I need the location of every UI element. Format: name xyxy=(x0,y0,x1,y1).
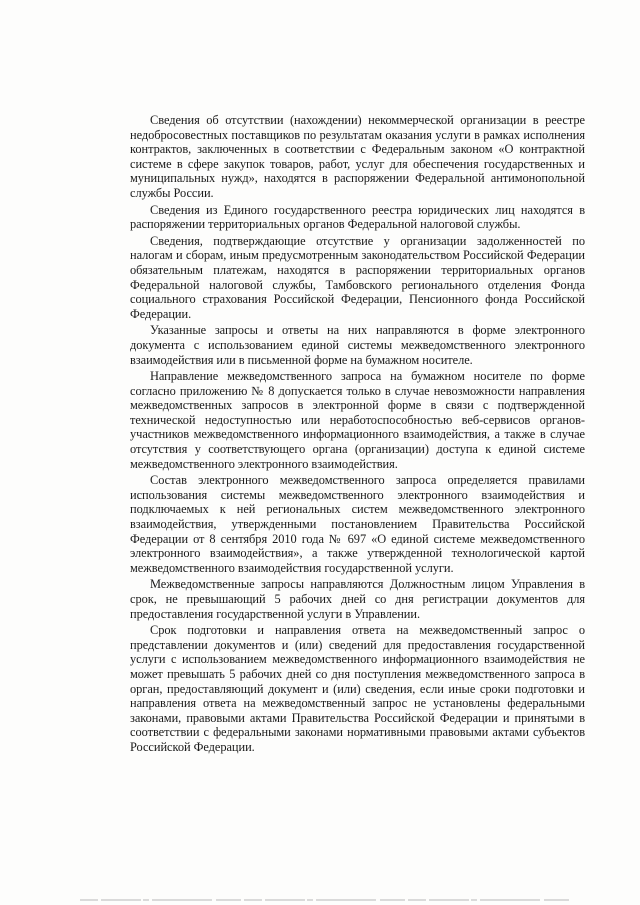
paragraph-electronic-request-content: Состав электронного межведомственного запроса определяется правилами использования системы межведомственного электронного взаимодействия и подключаемых к ней региональных систем межведомственного электронного взаимодействия, утвержденными постановлением Правительства Российской Федерации от 8 сентября 2010 года № 697 «О единой системе межведомственного электронного взаимодействия», а также утвержденной технологической картой межведомственного взаимодействия государственной услуги. xyxy=(130,473,585,575)
paragraph-ngo-registry: Сведения об отсутствии (нахождении) некоммерческой организации в реестре недобросовестных поставщиков по результатам оказания услуги в рамках исполнения контрактов, заключенных в соответствии с Федеральным законом «О контрактной системе в сфере закупок товаров, работ, услуг для обеспечения государственных и муниципальных нужд», находятся в распоряжении Федеральной антимонопольной службы России. xyxy=(130,113,585,200)
paragraph-response-deadline: Срок подготовки и направления ответа на межведомственный запрос о представлении документов и (или) сведений для предоставления государственной услуги с использованием межведомственного информационного взаимодействия не может превышать 5 рабочих дней со дня поступления межведомственного запроса в орган, предоставляющий документ и (или) сведения, если иные сроки подготовки и направления ответа на межведомственный запрос не установлены федеральными законами, правовыми актами Правительства Российской Федерации и принятыми в соответствии с федеральными законами нормативными правовыми актами субъектов Российской Федерации. xyxy=(130,623,585,754)
scan-artifact-line xyxy=(0,895,640,905)
document-body xyxy=(130,113,585,757)
paragraph-request-form: Указанные запросы и ответы на них направляются в форме электронного документа с использованием единой системы межведомственного электронного взаимодействия или в письменной форме на бумажном носителе. xyxy=(130,323,585,367)
paragraph-paper-request: Направление межведомственного запроса на бумажном носителе по форме согласно приложению № 8 допускается только в случае невозможности направления межведомственных запросов в электронной форме в связи с подтвержденной технической недоступностью или неработоспособностью веб-сервисов органов-участников межведомственного информационного взаимодействия, а также в случае отсутствия у соответствующего органа (организации) доступа к единой системе межведомственного электронного взаимодействия. xyxy=(130,369,585,471)
paragraph-legal-entities-registry: Сведения из Единого государственного реестра юридических лиц находятся в распоряжении территориальных органов Федеральной налоговой службы. xyxy=(130,202,585,232)
paragraph-tax-debts: Сведения, подтверждающие отсутствие у организации задолженностей по налогам и сборам, иным предусмотренным законодательством Российской Федерации обязательным платежам, находятся в распоряжении территориальных органов Федеральной налоговой службы, Тамбовского регионального отделения Фонда социального страхования Российской Федерации, Пенсионного фонда Российской Федерации. xyxy=(130,233,585,321)
paragraph-request-deadline: Межведомственные запросы направляются Должностным лицом Управления в срок, не превышающий 5 рабочих дней со дня регистрации документов для предоставления государственной услуги в Управлении. xyxy=(130,577,585,621)
